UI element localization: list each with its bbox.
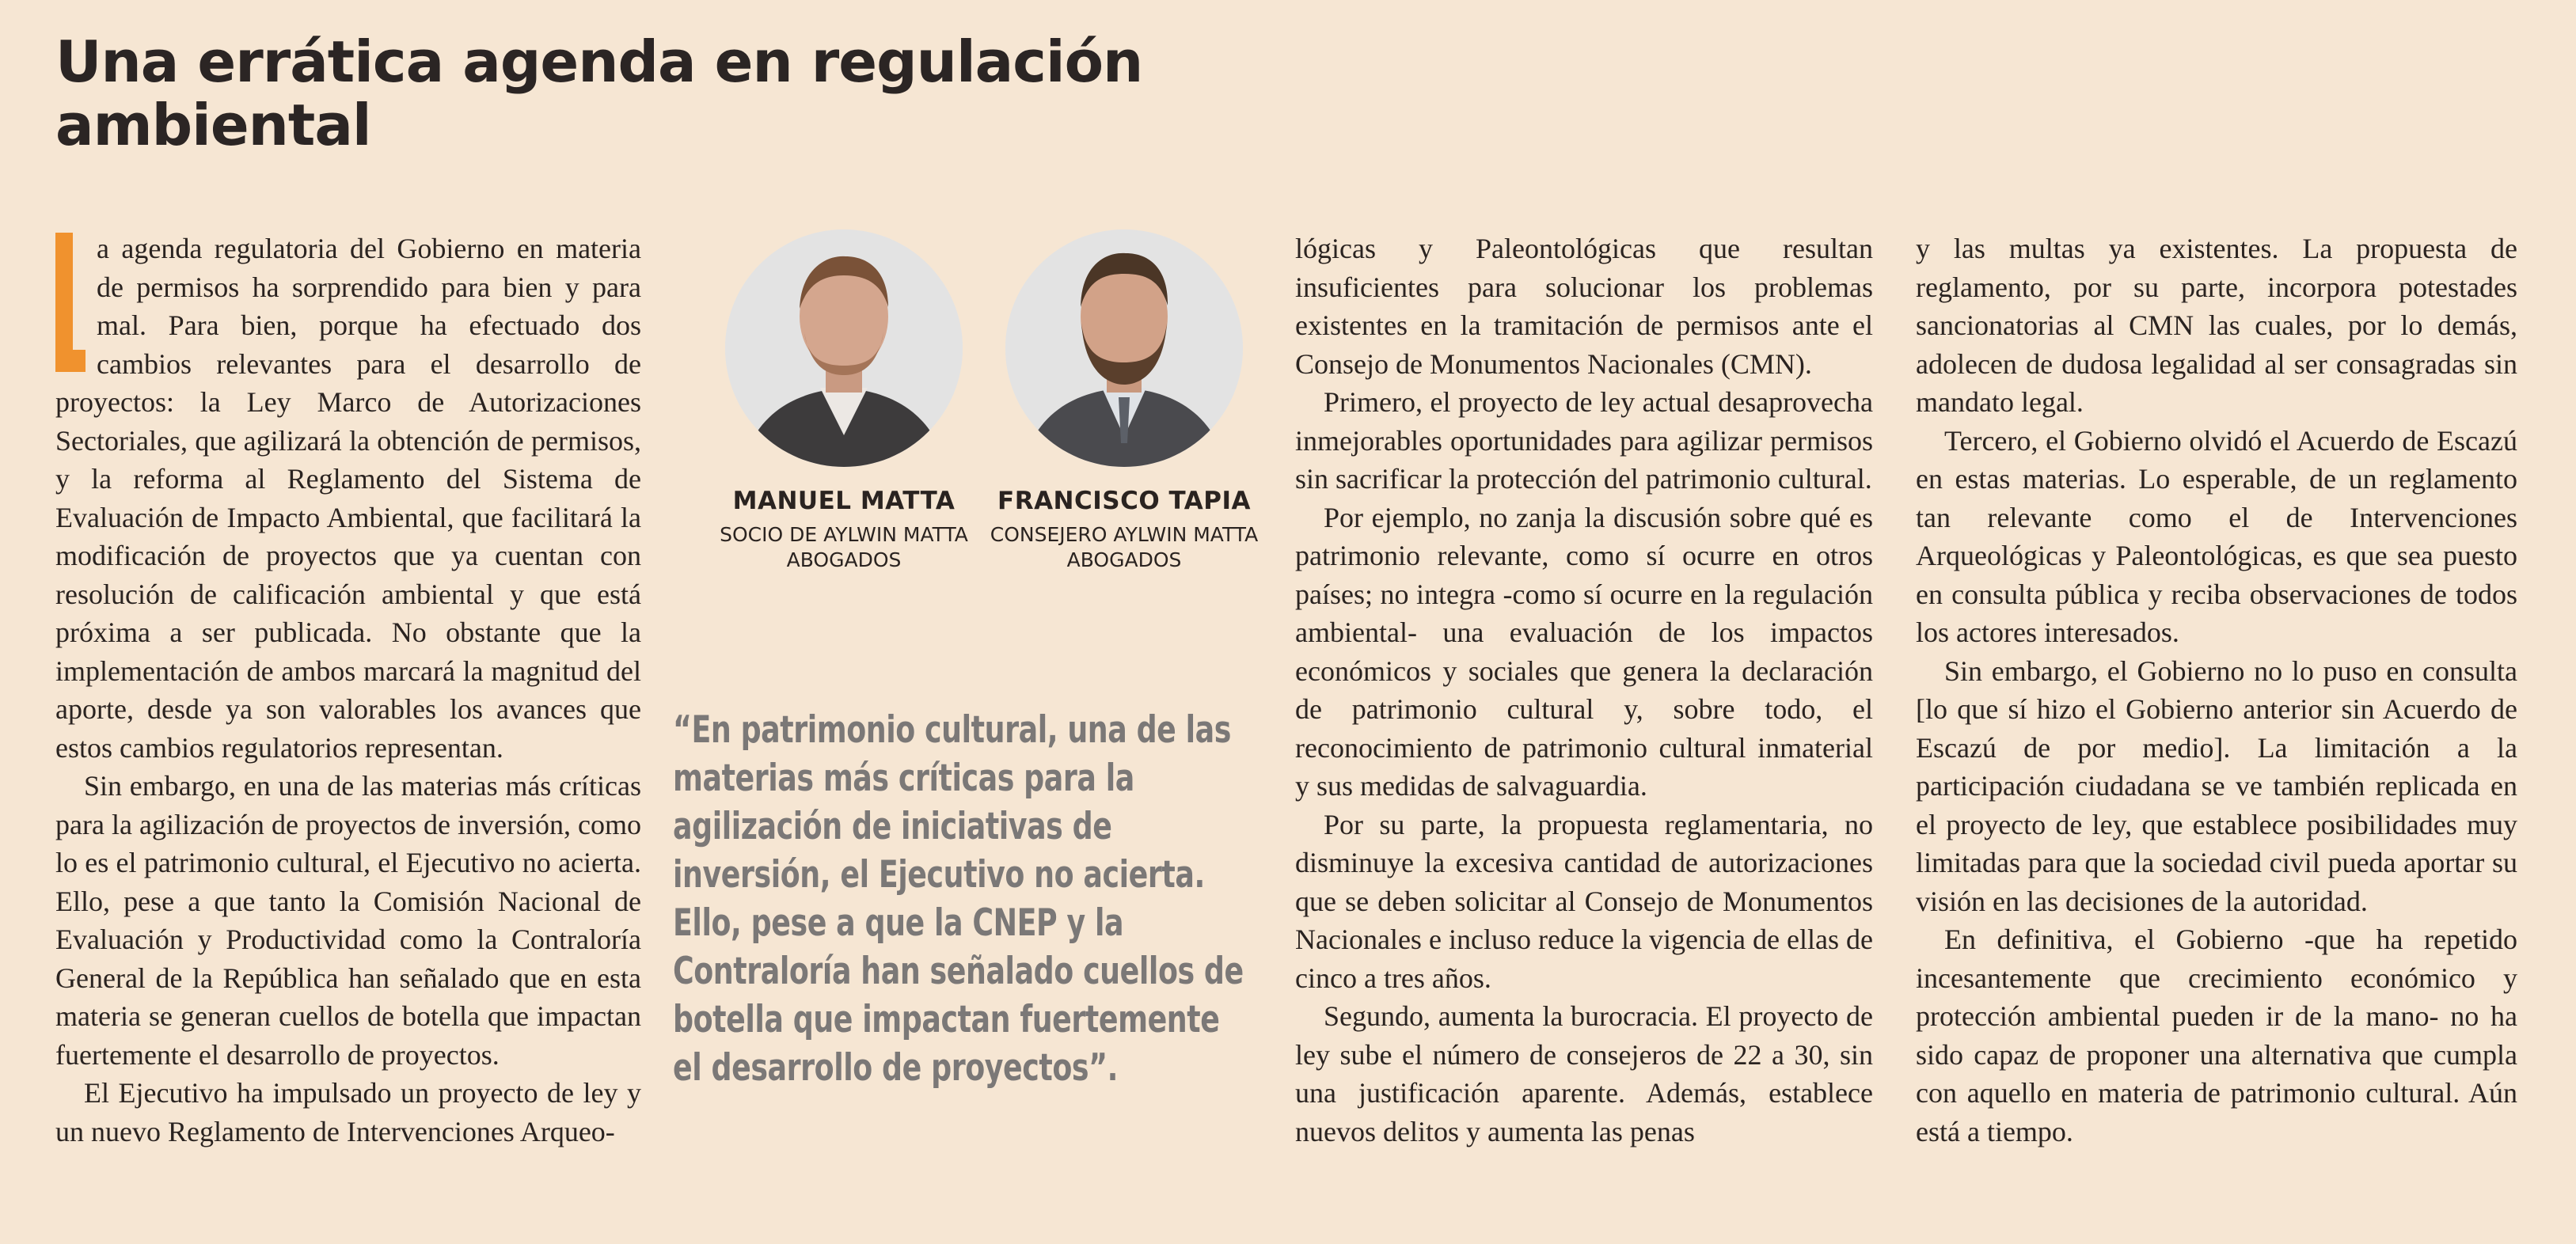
author-photo-manuel-matta bbox=[725, 229, 963, 467]
paragraph: lógicas y Paleontológicas que resultan insuficientes para solucionar los problemas existentes en la tramitación de permisos ante el Consejo de Monumentos Nacionales (CMN). bbox=[1295, 233, 1873, 380]
pull-quote: “En patrimonio cultural, una de las materias más críticas para la agilización de iniciativas de inversión, el Ejecutivo no acierta. Ello, pese a que la CNEP y la Contraloría han señalado cuellos de botella que impactan fuertemente el desarrollo de proyectos”. bbox=[673, 708, 1244, 1090]
paragraph: Primero, el proyecto de ley actual desaprovecha inmejorables oportunidades para agilizar permisos sin sacrificar la protección del patrimonio cultural. bbox=[1295, 386, 1873, 495]
article-column-1 bbox=[55, 229, 641, 1151]
paragraph: Por ejemplo, no zanja la discusión sobre qué es patrimonio relevante, como sí ocurre en otros países; no integra -como sí ocurre en la regulación ambiental- una evaluación de los impactos económicos y sociales que genera la declaración de patrimonio cultural y, sobre todo, el reconocimiento de patrimonio cultural inmaterial y sus medidas de salvaguardia. bbox=[1295, 501, 1873, 802]
author-name: FRANCISCO TAPIA bbox=[997, 487, 1251, 515]
paragraph: Por su parte, la propuesta reglamentaria, no disminuye la excesiva cantidad de autorizaciones que se deben solicitar al Consejo de Monumentos Nacionales e incluso reduce la vigencia de ellas de cinco a tres años. bbox=[1295, 808, 1873, 994]
paragraph: y las multas ya existentes. La propuesta de reglamento, por su parte, incorpora potestades sancionatorias al CMN las cuales, por lo demás, adolecen de dudosa legalidad al ser consagradas sin mandato legal. bbox=[1916, 233, 2517, 418]
headline: Una errática agenda en regulación ambiental bbox=[55, 28, 1143, 158]
author-role: SOCIO DE AYLWIN MATTA ABOGADOS bbox=[720, 523, 968, 571]
author-name: MANUEL MATTA bbox=[732, 487, 956, 515]
author-role: CONSEJERO AYLWIN MATTA ABOGADOS bbox=[990, 523, 1259, 571]
paragraph: En definitiva, el Gobierno -que ha repetido incesantemente que crecimiento económico y protección ambiental pueden ir de la mano- no ha sido capaz de proponer una alternativa que cumpla con aquello en materia de patrimonio cultural. Aún está a tiempo. bbox=[1916, 924, 2517, 1147]
author-photo-francisco-tapia bbox=[1005, 229, 1243, 467]
paragraph: a agenda regulatoria del Gobierno en materia de permisos ha sorprendido para bien y para mal. Para bien, porque ha efectuado dos cambios relevantes para el desarrollo de proyectos: la Ley Marco de Autorizaciones Sectoriales, que agilizará la obtención de permisos, y la reforma al Reglamento del Sistema de Evaluación de Impacto Ambiental, que facilitará la modificación de proyectos que ya cuentan con resolución de calificación ambiental y que está próxima a ser publicada. No obstante que la implementación de ambos marcará la magnitud del aporte, desde ya son valorables los avances que estos cambios regulatorios representan. bbox=[55, 233, 641, 764]
paragraph: El Ejecutivo ha impulsado un proyecto de ley y un nuevo Reglamento de Intervenciones Arqueo- bbox=[55, 1077, 641, 1147]
author-caption-francisco-tapia bbox=[982, 484, 1267, 573]
paragraph: Segundo, aumenta la burocracia. El proyecto de ley sube el número de consejeros de 22 a 30, sin una justificación aparente. Además, establece nuevos delitos y aumenta las penas bbox=[1295, 1000, 1873, 1147]
article-column-3 bbox=[1295, 229, 1873, 1151]
author-caption-manuel-matta bbox=[701, 484, 986, 573]
paragraph: Sin embargo, el Gobierno no lo puso en consulta [lo que sí hizo el Gobierno anterior sin Acuerdo de Escazú de por medio]. La limitación a la participación ciudadana se ve también replicada en el proyecto de ley, que establece posibilidades muy limitadas para que la sociedad civil pueda aportar su visión en las decisiones de la autoridad. bbox=[1916, 654, 2517, 917]
dropcap-letter bbox=[55, 233, 85, 372]
paragraph: Tercero, el Gobierno olvidó el Acuerdo de Escazú en estas materias. Lo esperable, de un reglamento tan relevante como el de Intervenciones Arqueológicas y Paleontológicas, es que sea puesto en consulta pública y reciba observaciones de todos los actores interesados. bbox=[1916, 424, 2517, 648]
article-column-4 bbox=[1916, 229, 2517, 1151]
paragraph: Sin embargo, en una de las materias más críticas para la agilización de proyectos de inversión, como lo es el patrimonio cultural, el Ejecutivo no acierta. Ello, pese a que tanto la Comisión Nacional de Evaluación y Productividad como la Contraloría General de la República han señalado que en esta materia se generan cuellos de botella que impactan fuertemente el desarrollo de proyectos. bbox=[55, 770, 641, 1071]
